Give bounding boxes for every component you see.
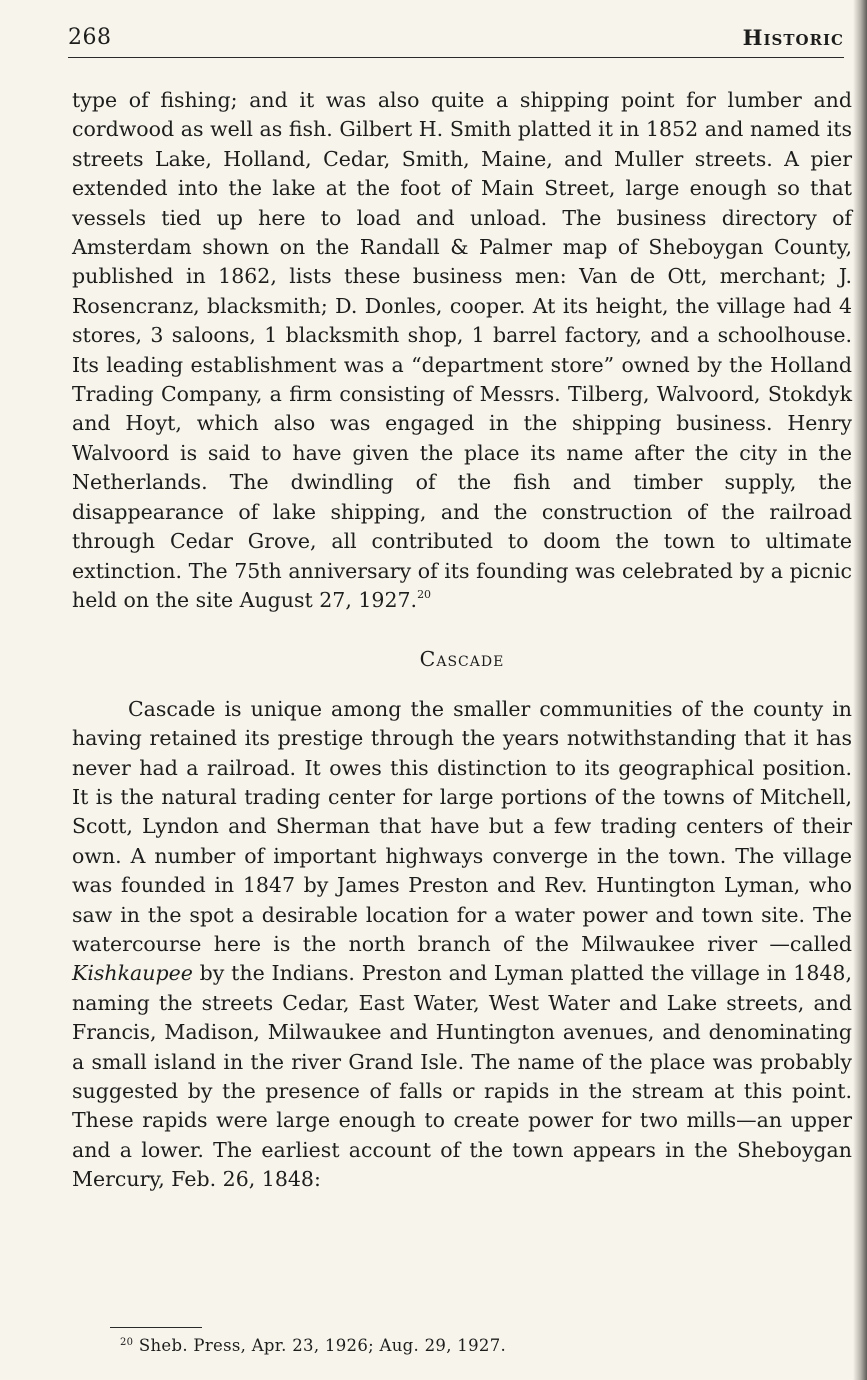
paragraph-cascade-text-part2: by the Indians. Preston and Lyman platted the village in 1848, naming the streets Cedar, East Water, West Water and Lake streets, and Francis, Madison, Milwaukee and Huntington avenues, and denominating a small island in the river Grand Isle. The name of the place was probably suggested by the presence of falls or rapids in the stream at this point. These rapids were large enough to create power for two mills—an upper and a lower. The earliest account of the town appears in the Sheboygan Mercury, Feb. 26, 1848:: [72, 961, 852, 1192]
page-header: [68, 26, 844, 56]
footnote-rule: [110, 1327, 202, 1328]
italic-place-name: Kishkaupee: [72, 961, 193, 986]
paragraph-cascade: [72, 695, 852, 1195]
paragraph-cascade-text-part1: Cascade is unique among the smaller communities of the county in having retained its prestige through the years notwithstanding that it has never had a railroad. It owes this distinction to its geographical position. It is the natural trading center for large portions of the towns of Mitchell, Scott, Lyndon and Sherman that have but a few trading centers of their own. A number of important highways converge in the town. The village was founded in 1847 by James Preston and Rev. Huntington Lyman, who saw in the spot a desirable location for a water power and town site. The watercourse here is the north branch of the Milwaukee river —called: [72, 696, 852, 956]
running-head: Historic: [742, 25, 844, 50]
footnote-marker: 20: [120, 1337, 134, 1348]
footnote: [120, 1336, 506, 1356]
paragraph-amsterdam: [72, 86, 852, 615]
page-edge-shadow: [853, 0, 867, 1380]
footnote-text: Sheb. Press, Apr. 23, 1926; Aug. 29, 1927.: [133, 1336, 507, 1355]
header-rule: [68, 57, 844, 58]
paragraph-amsterdam-text: type of fishing; and it was also quite a shipping point for lumber and cordwood as well as fish. Gilbert H. Smith platted it in 1852 and named its streets Lake, Holland, Cedar, Smith, Maine, and Muller streets. A pier extended into the lake at the foot of Main Street, large enough so that vessels tied up here to load and unload. The business directory of Amsterdam shown on the Randall & Palmer map of Sheboygan County, published in 1862, lists these business men: Van de Ott, merchant; J. Rosencranz, blacksmith; D. Donles, cooper. At its height, the village had 4 stores, 3 saloons, 1 blacksmith shop, 1 barrel factory, and a schoolhouse. Its leading establishment was a “department store” owned by the Holland Trading Company, a firm consisting of Messrs. Tilberg, Walvoord, Stokdyk and Hoyt, which also was engaged in the shipping business. Henry Walvoord is said to have given the place its name after the city in the Netherlands. The dwindling of the fish and timber supply, the disappearance of lake shipping, and the construction of the railroad through Cedar Grove, all contributed to doom the town to ultimate extinction. The 75th anniversary of its founding was celebrated by a picnic held on the site August 27, 1927.: [72, 88, 852, 612]
body-text: [72, 86, 852, 1195]
page-number: 268: [68, 25, 112, 50]
footnote-reference: 20: [417, 587, 432, 601]
section-heading-cascade: Cascade: [419, 647, 505, 672]
